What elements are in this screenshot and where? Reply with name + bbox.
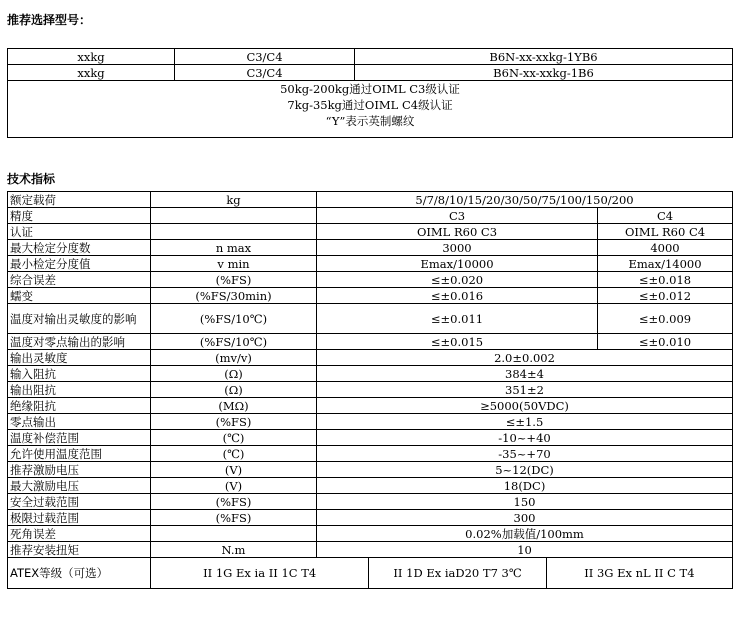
- spec-name: 最大激励电压: [8, 478, 151, 494]
- spec-name: 安全过载范围: [8, 494, 151, 510]
- spec-unit: (%FS/30min): [151, 288, 317, 304]
- spec-value: 0.02%加载值/100mm: [317, 526, 733, 542]
- spec-value-c4: Emax/14000: [598, 256, 733, 272]
- spec-value-c4: C4: [598, 208, 733, 224]
- table-row: [8, 240, 733, 256]
- spec-unit: (%FS): [151, 414, 317, 430]
- spec-name: 绝缘阻抗: [8, 398, 151, 414]
- spec-unit: (Ω): [151, 382, 317, 398]
- table-row: [8, 462, 733, 478]
- spec-value: 351±2: [317, 382, 733, 398]
- table-row: [8, 208, 733, 224]
- table-row: [8, 414, 733, 430]
- spec-unit: (%FS): [151, 510, 317, 526]
- table-row: [8, 542, 733, 558]
- model-capacity: xxkg: [8, 65, 175, 81]
- spec-unit: (Ω): [151, 366, 317, 382]
- section-title-specs: 技术指标: [7, 172, 56, 186]
- spec-name: 死角误差: [8, 526, 151, 542]
- table-row: [8, 526, 733, 542]
- spec-value: ≥5000(50VDC): [317, 398, 733, 414]
- spec-unit: N.m: [151, 542, 317, 558]
- spec-value-c3: Emax/10000: [317, 256, 598, 272]
- spec-value: 18(DC): [317, 478, 733, 494]
- spec-value-c3: OIML R60 C3: [317, 224, 598, 240]
- table-row: [8, 366, 733, 382]
- spec-value-c3: C3: [317, 208, 598, 224]
- spec-name: 允许使用温度范围: [8, 446, 151, 462]
- atex-option: II 1G Ex ia II 1C T4: [151, 558, 369, 588]
- spec-value-c4: ≤±0.009: [598, 304, 733, 334]
- table-row: [8, 272, 733, 288]
- spec-value-c3: 3000: [317, 240, 598, 256]
- table-row: [8, 81, 733, 138]
- table-row: [8, 334, 733, 350]
- atex-option: II 3G Ex nL II C T4: [584, 566, 695, 580]
- spec-unit: (%FS/10℃): [151, 334, 317, 350]
- spec-unit: n max: [151, 240, 317, 256]
- spec-value-c4: ≤±0.018: [598, 272, 733, 288]
- model-class: C3/C4: [175, 49, 355, 65]
- spec-unit: (mv/v): [151, 350, 317, 366]
- section-title-models: 推荐选择型号：: [7, 13, 92, 27]
- spec-name: 认证: [8, 224, 151, 240]
- note-line: 50kg-200kg通过OIML C3级认证: [280, 82, 460, 96]
- spec-value: -10~+40: [317, 430, 733, 446]
- atex-name: ATEX等级（可选）: [8, 558, 151, 589]
- spec-value-c3: ≤±0.011: [317, 304, 598, 334]
- table-row: [8, 304, 733, 334]
- spec-value-c4: OIML R60 C4: [598, 224, 733, 240]
- note-line: “Y”表示英制螺纹: [325, 114, 415, 128]
- spec-value: 10: [317, 542, 733, 558]
- spec-name: 推荐激励电压: [8, 462, 151, 478]
- spec-unit: (V): [151, 462, 317, 478]
- table-row: [8, 382, 733, 398]
- spec-value: 5~12(DC): [317, 462, 733, 478]
- spec-unit: (℃): [151, 430, 317, 446]
- spec-name: 输出灵敏度: [8, 350, 151, 366]
- spec-name: 输入阻抗: [8, 366, 151, 382]
- atex-options: [151, 558, 733, 589]
- model-table: [7, 48, 733, 138]
- model-number: B6N-xx-xxkg-1YB6: [355, 49, 733, 65]
- spec-name: 最小检定分度值: [8, 256, 151, 272]
- spec-unit: (%FS): [151, 494, 317, 510]
- spec-name: 温度对输出灵敏度的影响: [8, 304, 151, 334]
- spec-value: 384±4: [317, 366, 733, 382]
- spec-value: -35~+70: [317, 446, 733, 462]
- model-number: B6N-xx-xxkg-1B6: [355, 65, 733, 81]
- table-row: [8, 430, 733, 446]
- table-row: [8, 350, 733, 366]
- note-line: 7kg-35kg通过OIML C4级认证: [287, 98, 453, 112]
- model-class: C3/C4: [175, 65, 355, 81]
- spec-name: 输出阻抗: [8, 382, 151, 398]
- table-row: [8, 446, 733, 462]
- spec-value: 150: [317, 494, 733, 510]
- model-capacity: xxkg: [8, 49, 175, 65]
- spec-value-c4: 4000: [598, 240, 733, 256]
- table-row: [8, 478, 733, 494]
- spec-name: 零点输出: [8, 414, 151, 430]
- spec-value-c4: ≤±0.012: [598, 288, 733, 304]
- spec-value-c3: ≤±0.015: [317, 334, 598, 350]
- model-notes: [8, 81, 733, 138]
- spec-unit: [151, 224, 317, 240]
- spec-unit: (%FS/10℃): [151, 304, 317, 334]
- spec-name: 额定载荷: [8, 192, 151, 208]
- spec-value-c3: ≤±0.016: [317, 288, 598, 304]
- spec-name: 温度对零点输出的影响: [8, 334, 151, 350]
- spec-name: 最大检定分度数: [8, 240, 151, 256]
- table-row: [8, 224, 733, 240]
- spec-name: 极限过载范围: [8, 510, 151, 526]
- spec-name: 综合误差: [8, 272, 151, 288]
- spec-unit: (V): [151, 478, 317, 494]
- spec-name: 推荐安装扭矩: [8, 542, 151, 558]
- spec-unit: kg: [151, 192, 317, 208]
- spec-table: [7, 191, 733, 589]
- spec-name: 精度: [8, 208, 151, 224]
- table-row: [8, 65, 733, 81]
- table-row: [8, 192, 733, 208]
- spec-unit: (℃): [151, 446, 317, 462]
- spec-unit: [151, 208, 317, 224]
- table-row: [8, 510, 733, 526]
- spec-value: 300: [317, 510, 733, 526]
- table-row: [8, 494, 733, 510]
- table-row: [8, 398, 733, 414]
- spec-name: 温度补偿范围: [8, 430, 151, 446]
- atex-option: II 1D Ex iaD20 T7 3℃: [369, 558, 546, 588]
- spec-value-c4: ≤±0.010: [598, 334, 733, 350]
- spec-value: 2.0±0.002: [317, 350, 733, 366]
- spec-unit: [151, 526, 317, 542]
- spec-unit: v min: [151, 256, 317, 272]
- atex-subtable: [151, 558, 732, 588]
- spec-value-c3: ≤±0.020: [317, 272, 598, 288]
- spec-unit: (MΩ): [151, 398, 317, 414]
- spec-value: ≤±1.5: [317, 414, 733, 430]
- spec-value: 5/7/8/10/15/20/30/50/75/100/150/200: [317, 192, 733, 208]
- table-row: [8, 558, 733, 589]
- spec-name: 蠕变: [8, 288, 151, 304]
- table-row: [8, 49, 733, 65]
- spec-unit: (%FS): [151, 272, 317, 288]
- table-row: [8, 288, 733, 304]
- table-row: [8, 256, 733, 272]
